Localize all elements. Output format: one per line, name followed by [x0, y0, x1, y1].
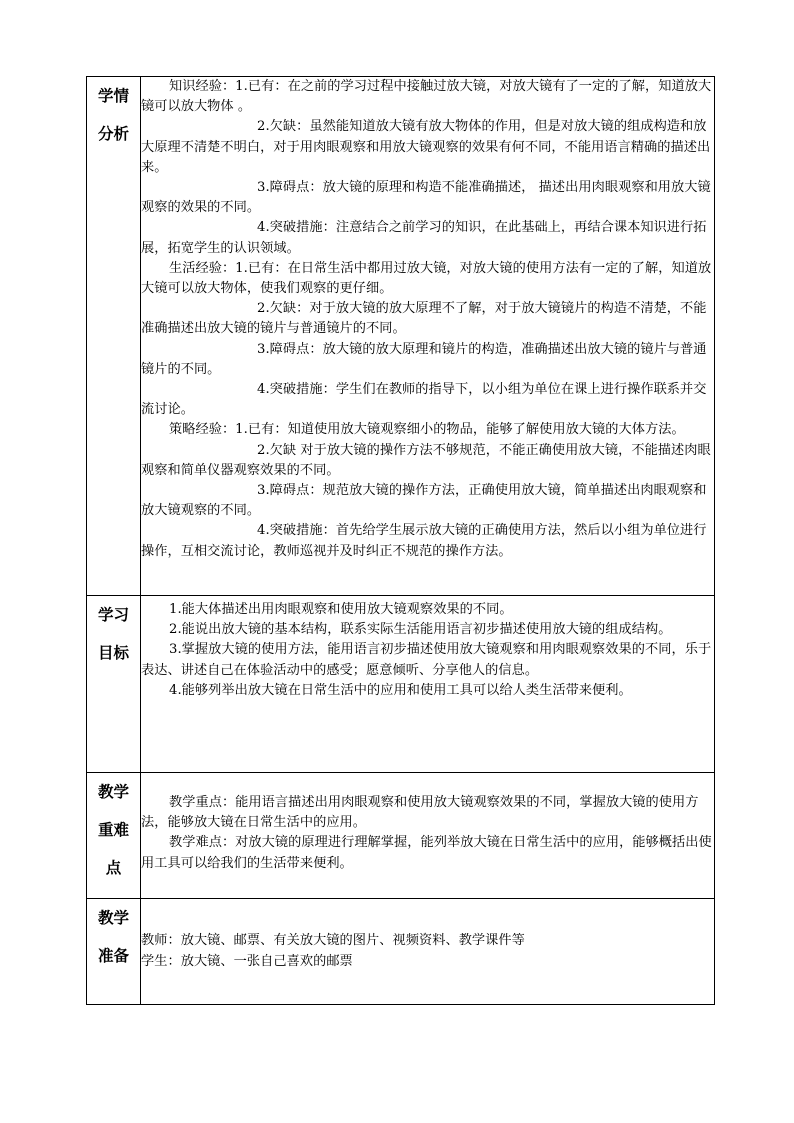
row-heading-preparation	[87, 899, 141, 1005]
paragraph: 3.障碍点：规范放大镜的操作方法，正确使用放大镜，简单描述出肉眼观察和放大镜观察的不同。	[141, 483, 707, 519]
table-row-analysis	[87, 77, 715, 596]
paragraph: 3.障碍点：放大镜的原理和构造不能准确描述， 描述出用肉眼观察和用放大镜观察的效果的不同。	[141, 180, 711, 216]
paragraph: 3.掌握放大镜的使用方法，能用语言初步描述使用放大镜观察和用肉眼观察效果的不同，乐于表达、讲述自己在体验活动中的感受；愿意倾听、分享他人的信息。	[141, 642, 712, 678]
heading-line: 分析	[97, 124, 129, 143]
row-heading-key-points	[87, 773, 141, 899]
heading-line: 点	[105, 858, 122, 877]
heading-line: 重难	[97, 820, 129, 839]
paragraph: 学生：放大镜、一张自己喜欢的邮票	[141, 953, 353, 969]
paragraph: 1.能大体描述出用肉眼观察和使用放大镜观察效果的不同。	[169, 602, 513, 617]
row-heading-analysis	[87, 77, 141, 596]
paragraph: 知识经验：1.已有：在之前的学习过程中接触过放大镜，对放大镜有了一定的了解，知道放大镜可以放大物体 。	[141, 79, 712, 115]
heading-line: 目标	[97, 643, 129, 662]
heading-line: 教学	[97, 908, 129, 927]
row-content-key-points	[141, 773, 715, 899]
row-content-preparation	[141, 899, 715, 1005]
heading-line: 学情	[97, 86, 129, 105]
paragraph: 教学难点：对放大镜的原理进行理解掌握，能列举放大镜在日常生活中的应用，能够概括出使用工具可以给我们的生活带来便利。	[141, 835, 712, 871]
paragraph: 4.突破措施：学生们在教师的指导下，以小组为单位在课上进行操作联系并交流讨论。	[141, 382, 707, 418]
paragraph: 4.突破措施：首先给学生展示放大镜的正确使用方法，然后以小组为单位进行操作，互相交流讨论，教师巡视并及时纠正不规范的操作方法。	[141, 523, 707, 559]
lesson-plan-table	[86, 76, 715, 1005]
paragraph: 2.欠缺：对于放大镜的放大原理不了解，对于放大镜镜片的构造不清楚，不能准确描述出放大镜的镜片与普通镜片的不同。	[141, 301, 707, 337]
paragraph: 2.欠缺：虽然能知道放大镜有放大物体的作用，但是对放大镜的组成构造和放大原理不清楚不明白，对于用肉眼观察和用放大镜观察的效果有何不同，不能用语言精确的描述出来。	[141, 119, 711, 175]
heading-line: 教学	[97, 782, 129, 801]
paragraph: 4.能够列举出放大镜在日常生活中的应用和使用工具可以给人类生活带来便利。	[169, 682, 632, 698]
paragraph: 2.欠缺 对于放大镜的操作方法不够规范，不能正确使用放大镜，不能描述肉眼观察和简单仪器观察效果的不同。	[141, 442, 711, 478]
table-row-preparation	[87, 899, 715, 1005]
heading-line: 学习	[97, 605, 129, 624]
row-heading-goals	[87, 596, 141, 773]
paragraph: 教师：放大镜、邮票、有关放大镜的图片、视频资料、教学课件等	[141, 933, 525, 949]
row-content-analysis	[141, 77, 715, 596]
paragraph: 生活经验：1.已有：在日常生活中都用过放大镜，对放大镜的使用方法有一定的了解，知道放大镜可以放大物体，使我们观察的更仔细。	[141, 260, 712, 297]
paragraph: 3.障碍点：放大镜的放大原理和镜片的构造，准确描述出放大镜的镜片与普通镜片的不同。	[141, 341, 707, 377]
paragraph: 2.能说出放大镜的基本结构，联系实际生活能用语言初步描述使用放大镜的组成结构。	[169, 622, 672, 638]
table-row-key-points	[87, 773, 715, 899]
table-row-goals	[87, 596, 715, 773]
row-content-goals	[141, 596, 715, 773]
paragraph: 策略经验：1.已有：知道使用放大镜观察细小的物品，能够了解使用放大镜的大体方法。	[169, 422, 685, 438]
paragraph: 教学重点：能用语言描述出用肉眼观察和使用放大镜观察效果的不同，掌握放大镜的使用方法，能够放大镜在日常生活中的应用。	[141, 795, 699, 831]
paragraph: 4.突破措施：注意结合之前学习的知识，在此基础上，再结合课本知识进行拓展，拓宽学生的认识领域。	[141, 220, 707, 256]
heading-line: 准备	[97, 946, 129, 965]
